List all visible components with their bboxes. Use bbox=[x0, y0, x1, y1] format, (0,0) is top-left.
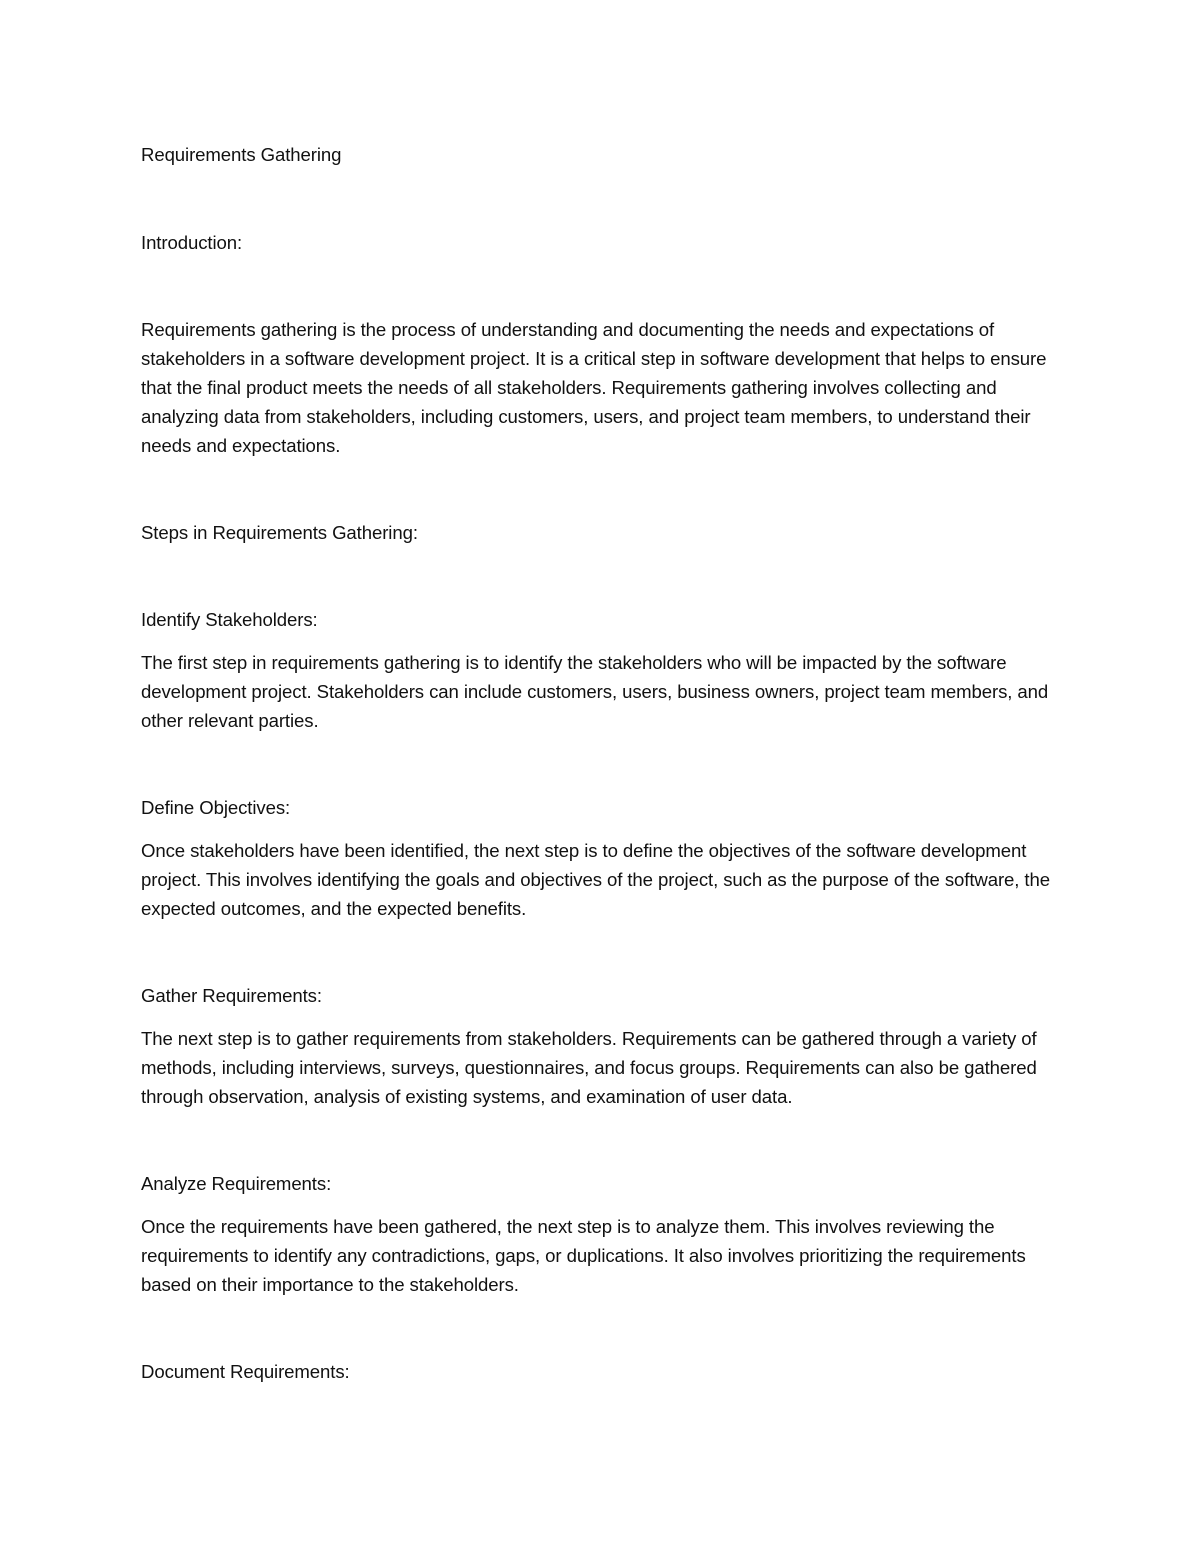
step-section-document-requirements bbox=[141, 1357, 1071, 1386]
intro-paragraph: Requirements gathering is the process of understanding and documenting the needs and expectations of stakeholders in a software development project. It is a critical step in software development that helps to ensure that the final product meets the needs of all stakeholders. Requirements gathering involves collecting and analyzing data from stakeholders, including customers, users, and project team members, to understand their needs and expectations. bbox=[141, 319, 1047, 456]
step-heading: Gather Requirements: bbox=[141, 985, 322, 1006]
intro-heading: Introduction: bbox=[141, 232, 243, 253]
step-section-identify-stakeholders bbox=[141, 605, 1071, 735]
step-paragraph: Once the requirements have been gathered, the next step is to analyze them. This involves reviewing the requirements to identify any contradictions, gaps, or duplications. It also involves prioritizing the requirements based on their importance to the stakeholders. bbox=[141, 1216, 1026, 1295]
step-heading: Document Requirements: bbox=[141, 1361, 350, 1382]
step-section-define-objectives bbox=[141, 793, 1071, 923]
step-paragraph: The first step in requirements gathering is to identify the stakeholders who will be impacted by the software development project. Stakeholders can include customers, users, business owners, project team members, and other relevant parties. bbox=[141, 652, 1049, 731]
document-title: Requirements Gathering bbox=[141, 144, 342, 165]
document-body bbox=[141, 140, 1071, 1386]
step-paragraph: Once stakeholders have been identified, the next step is to define the objectives of the software development project. This involves identifying the goals and objectives of the project, such as the purpose of the software, the expected outcomes, and the expected benefits. bbox=[141, 840, 1050, 919]
step-heading: Analyze Requirements: bbox=[141, 1173, 332, 1194]
step-paragraph: The next step is to gather requirements from stakeholders. Requirements can be gathered through a variety of methods, including interviews, surveys, questionnaires, and focus groups. Requirements can also be gathered through observation, analysis of existing systems, and examination of user data. bbox=[141, 1028, 1037, 1107]
step-section-gather-requirements bbox=[141, 981, 1071, 1111]
step-heading: Identify Stakeholders: bbox=[141, 609, 318, 630]
step-section-analyze-requirements bbox=[141, 1169, 1071, 1299]
steps-heading: Steps in Requirements Gathering: bbox=[141, 522, 418, 543]
step-heading: Define Objectives: bbox=[141, 797, 291, 818]
